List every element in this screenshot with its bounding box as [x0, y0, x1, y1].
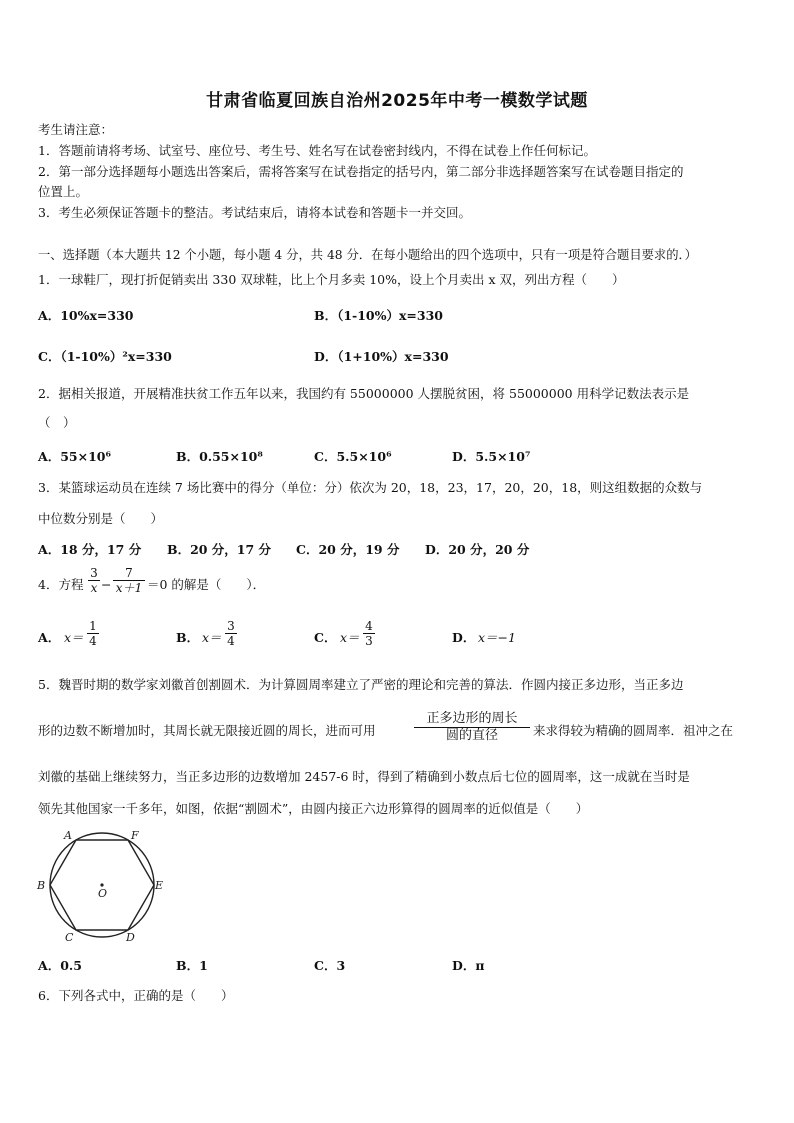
q3-option-d: D．20 分，20 分	[425, 542, 530, 557]
q4-fraction-1	[88, 566, 100, 595]
q4-f1-den: x	[90, 581, 98, 595]
vertex-label-d: D	[126, 931, 135, 944]
q4-c-den: 3	[365, 634, 373, 648]
q4-c-num: 4	[365, 619, 373, 633]
q5-line-2b: 来求得较为精确的圆周率．祖冲之在	[533, 723, 734, 738]
q3-option-a: A．18 分，17 分	[38, 542, 142, 557]
q1-option-b: B．（1-10%）x=330	[314, 308, 443, 323]
q2-stem: 2．据相关报道，开展精准扶贫工作五年以来，我国约有 55000000 人摆脱贫困，将 55000000 用科学记数法表示是	[38, 386, 690, 401]
q4-option-a-label: A．	[38, 630, 61, 645]
q3-stem-cont: 中位数分别是（ ）	[38, 511, 164, 526]
center-label-o: O	[98, 887, 108, 900]
q4-fraction-2	[113, 566, 145, 595]
q5-option-d: D．π	[452, 958, 485, 973]
q4-option-b-frac	[225, 619, 237, 648]
q5-frac-num: 正多边形的周长	[426, 711, 518, 726]
q4-b-den: 4	[227, 634, 235, 648]
q4-option-c-var: x＝	[340, 630, 360, 645]
section-header: 一、选择题（本大题共 12 个小题，每小题 4 分，共 48 分．在每小题给出的四个选项中，只有一项是符合题目要求的．）	[38, 248, 697, 262]
q4-f1-num: 3	[90, 566, 98, 580]
q4-option-d-expr: x＝−1	[478, 630, 516, 645]
page-title: 甘肃省临夏回族自治州2025年中考一模数学试题	[206, 91, 588, 111]
q4-b-num: 3	[227, 619, 235, 633]
notice-item-2-cont: 位置上。	[38, 184, 89, 199]
q4-prefix: 4．方程	[38, 577, 84, 592]
notice-item-3: 3．考生必须保证答题卡的整洁。考试结束后，请将本试卷和答题卡一并交回。	[38, 205, 471, 220]
q4-equation-tail: ＝0 的解是（ ）．	[147, 577, 266, 592]
q5-option-b: B．1	[176, 958, 208, 973]
q5-option-c: C．3	[314, 958, 346, 973]
q1-option-d: D．（1+10%）x=330	[314, 349, 449, 364]
q3-stem: 3．某篮球运动员在连续 7 场比赛中的得分（单位：分）依次为 20，18，23，17，20，20，18，则这组数据的众数与	[38, 480, 703, 495]
q4-a-num: 1	[89, 619, 97, 633]
q2-stem-cont: （ ）	[38, 415, 76, 430]
q4-f2-den: x＋1	[115, 581, 143, 595]
notice-item-2: 2．第一部分选择题每小题选出答案后，需将答案写在试卷指定的括号内，第二部分非选择题答案写在试卷题目指定的	[38, 164, 684, 179]
q4-option-b-var: x＝	[202, 630, 222, 645]
q5-line-2a: 形的边数不断增加时，其周长就无限接近圆的周长，进而可用	[38, 723, 376, 738]
q4-option-c-label: C．	[314, 630, 337, 645]
q1-option-c: C．（1-10%）²x=330	[38, 349, 172, 364]
q2-option-d: D．5.5×10⁷	[452, 449, 531, 464]
q4-f2-num: 7	[125, 566, 133, 580]
vertex-label-b: B	[37, 879, 46, 892]
q2-option-a: A．55×10⁶	[38, 449, 111, 464]
q4-option-b-label: B．	[176, 630, 200, 645]
vertex-label-a: A	[64, 829, 72, 842]
q1-option-a: A．10%x=330	[38, 308, 134, 323]
q4-option-c-frac	[363, 619, 375, 648]
q4-option-d-label: D．	[452, 630, 476, 645]
q5-line-1: 5．魏晋时期的数学家刘徽首创割圆术．为计算圆周率建立了严密的理论和完善的算法．作圆内接正多边形，当正多边	[38, 677, 684, 692]
q4-option-a-var: x＝	[64, 630, 84, 645]
q5-frac-den: 圆的直径	[445, 728, 498, 743]
q5-pi-fraction	[414, 711, 530, 744]
hexagon-figure	[34, 826, 170, 944]
q4-a-den: 4	[89, 634, 97, 648]
vertex-label-e: E	[155, 879, 164, 892]
q5-line-3: 刘徽的基础上继续努力，当正多边形的边数增加 2457-6 时，得到了精确到小数点后七位的圆周率，这一成就在当时是	[38, 769, 690, 784]
q4-minus: −	[101, 577, 112, 592]
q6-stem: 6．下列各式中，正确的是（ ）	[38, 988, 234, 1003]
vertex-label-c: C	[65, 931, 74, 944]
q1-stem: 1．一球鞋厂，现打折促销卖出 330 双球鞋，比上个月多卖 10%，设上个月卖出 x 双，列出方程（ ）	[38, 272, 625, 287]
notice-header: 考生请注意：	[38, 122, 114, 137]
q3-option-c: C．20 分，19 分	[296, 542, 400, 557]
q3-option-b: B．20 分，17 分	[167, 542, 272, 557]
q4-option-a-frac	[87, 619, 99, 648]
q2-option-b: B．0.55×10⁸	[176, 449, 263, 464]
q2-option-c: C．5.5×10⁶	[314, 449, 392, 464]
q5-option-a: A．0.5	[38, 958, 82, 973]
vertex-label-f: F	[131, 829, 139, 842]
notice-item-1: 1．答题前请将考场、试室号、座位号、考生号、姓名写在试卷密封线内，不得在试卷上作任何标记。	[38, 143, 596, 158]
q5-line-4: 领先其他国家一千多年，如图，依据“割圆术”，由圆内接正六边形算得的圆周率的近似值是（ ）	[38, 801, 589, 816]
